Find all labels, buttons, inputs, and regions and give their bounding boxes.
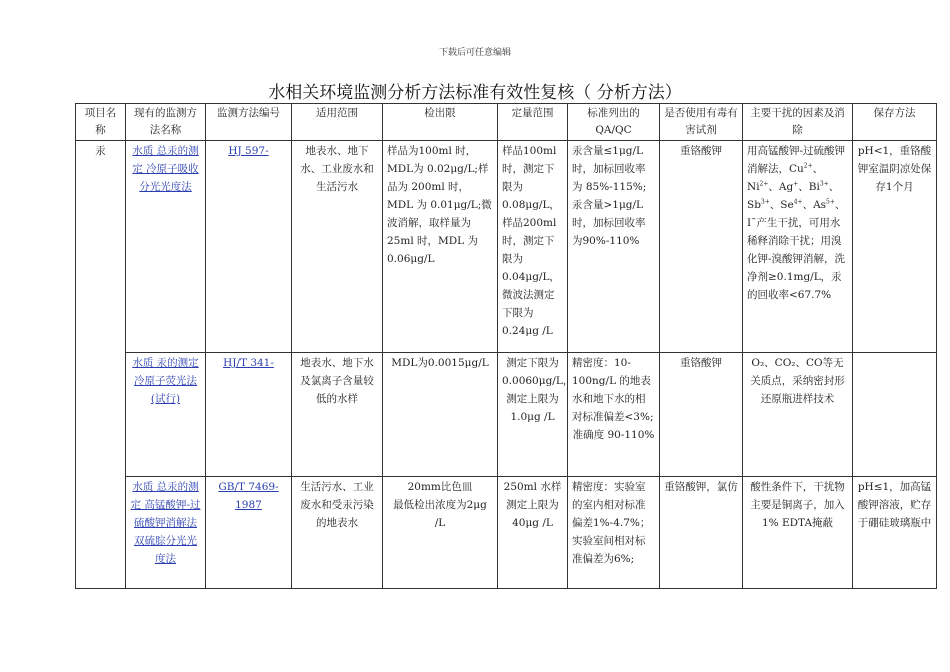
scope-cell: 生活污水、工业废水和受汞污染的地表水 [292, 477, 383, 589]
detection-cell: 20mm比色皿 最低检出浓度为2μg /L [383, 477, 498, 589]
table-row [76, 353, 937, 477]
col-header-method-code: 监测方法编号 [206, 104, 292, 141]
method-code-link[interactable]: HJ 597- [228, 145, 269, 157]
col-header-item: 项目名称 [76, 104, 126, 141]
scope-cell: 地表水、地下水及氯离子含量较低的水样 [292, 353, 383, 477]
table-row [76, 477, 937, 589]
col-header-interference: 主要干扰的因素及消除 [743, 104, 853, 141]
standards-table [75, 103, 937, 589]
table-header-row [76, 104, 937, 141]
method-code-link[interactable]: GB/T 7469-1987 [218, 481, 279, 511]
interference-text-a: 用高锰酸钾-过硫酸钾消解法， [747, 145, 846, 175]
interference-cell: 用高锰酸钾-过硫酸钾消解法，$Cu^{2+}$、$Ni^{2+}$、Ag+、$Bi^{3+}$、$Sb^{3+}$、$Se^{4+}$、$As^{5+}$、I¯产生干扰，可用水稀释消除干扰；用溴化钾-溴酸钾消解，洗净剂≥0.1mg/L，汞的回收率<67.7% [743, 141, 853, 353]
qaqc-cell: 精密度：实验室的室内相对标准偏差1%-4.7%；实验室间相对标准偏差为6%; [568, 477, 660, 589]
storage-cell: pH<1，重铬酸钾室温阴凉处保存1个月 [853, 141, 937, 353]
quant-cell: 250ml 水样测定上限为40μg /L [498, 477, 568, 589]
document-title: 水相关环境监测分析方法标准有效性复核（ 分析方法） [268, 83, 682, 103]
interference-cell: 酸性条件下，干扰物主要是铜离子，加入1% EDTA掩蔽 [743, 477, 853, 589]
col-header-quant-range: 定量范围 [498, 104, 568, 141]
toxic-cell: 重铬酸钾 [660, 353, 743, 477]
toxic-cell: 重铬酸钾 [660, 141, 743, 353]
col-header-detection-limit: 检出限 [383, 104, 498, 141]
quant-cell: 测定下限为0.0060μg/L，测定上限为1.0μg /L [498, 353, 568, 477]
scope-cell: 地表水、地下水、工业废水和生活污水 [292, 141, 383, 353]
method-code-link[interactable]: HJ/T 341- [223, 357, 274, 369]
col-header-method-name: 现有的监测方法名称 [126, 104, 206, 141]
col-header-toxic-reagent: 是否使用有毒有害试剂 [660, 104, 743, 141]
detection-cell: MDL为0.0015μg/L [383, 353, 498, 477]
col-header-scope: 适用范围 [292, 104, 383, 141]
storage-cell [853, 353, 937, 477]
toxic-cell: 重铬酸钾，氯仿 [660, 477, 743, 589]
method-link[interactable]: 水质 汞的测定 冷原子荧光法(试行) [132, 357, 199, 405]
detection-cell: 样品为100ml 时，MDL为 0.02μg/L;样品为 200ml 时，MDL 为 0.01μg/L;微波消解，取样量为 25ml 时，MDL 为 0.06μg/L [383, 141, 498, 353]
qaqc-cell: 汞含量≤1μg/L 时，加标回收率为 85%-115%; 汞含量>1μg/L 时，加标回收率为90%-110% [568, 141, 660, 353]
method-link[interactable]: 水质 总汞的测定 高锰酸钾-过硫酸钾消解法双硫腙分光光度法 [130, 481, 201, 565]
col-header-qaqc: 标准列出的QA/QC [568, 104, 660, 141]
quant-cell: 样品100ml 时，测定下限为0.08μg/L，样品200ml 时，测定下限为0.04μg/L，微波法测定下限为0.24μg /L [498, 141, 568, 353]
page-header-note: 下载后可任意编辑 [438, 48, 511, 58]
item-name-cell: 汞 [76, 141, 126, 589]
qaqc-cell: 精密度：10-100ng/L 的地表水和地下水的相对标准偏差<3%; 准确度 90-110% [568, 353, 660, 477]
table-row [76, 141, 937, 353]
interference-cell: O₂、CO₂、CO等无关质点，采纳密封形还原瓶进样技术 [743, 353, 853, 477]
storage-cell: pH≤1，加高锰酸钾溶液，贮存于硼硅玻璃瓶中 [853, 477, 937, 589]
interference-text-b: 、I¯产生干扰，可用水稀释消除干扰；用溴化钾-溴酸钾消解，洗净剂≥0.1mg/L，汞的回收率<67.7% [747, 199, 846, 301]
col-header-storage: 保存方法 [853, 104, 937, 141]
method-link[interactable]: 水质 总汞的测定 冷原子吸收分光光度法 [132, 145, 199, 193]
